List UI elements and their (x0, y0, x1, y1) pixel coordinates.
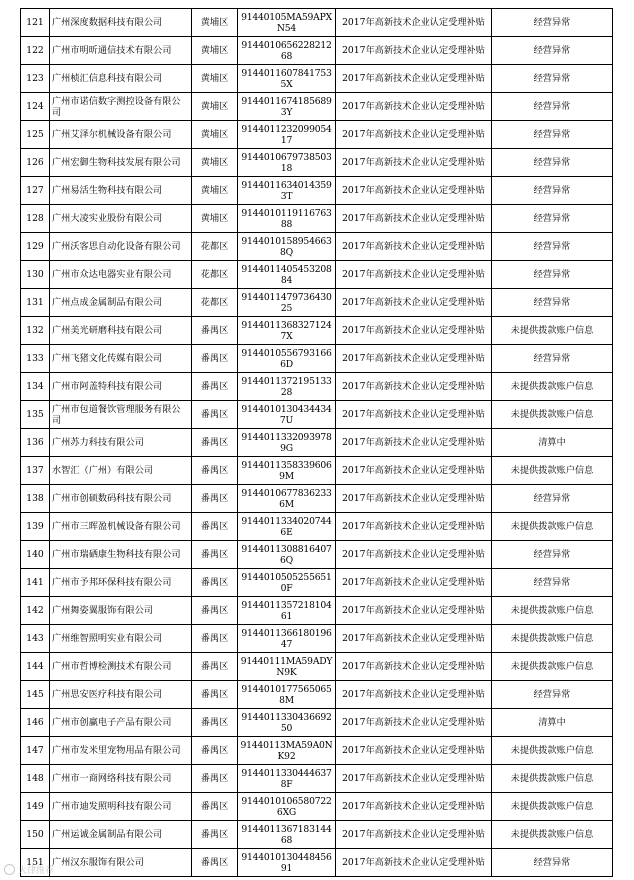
row-number-cell: 144 (21, 653, 50, 681)
row-number-cell: 121 (21, 9, 50, 37)
district-cell: 黄埔区 (192, 93, 238, 121)
credit-code-cell: 91440116340143593T (238, 177, 336, 205)
district-cell: 番禺区 (192, 821, 238, 849)
subsidy-item-cell: 2017年高新技术企业认定受理补贴 (336, 37, 492, 65)
status-cell: 经营异常 (492, 345, 613, 373)
table-row (21, 65, 613, 93)
table-row (21, 737, 613, 765)
company-name-cell: 广州飞猪文化传媒有限公司 (50, 345, 192, 373)
company-name-cell: 广州市诺信数字测控设备有限公司 (50, 93, 192, 121)
credit-code-cell: 91440101304344347U (238, 401, 336, 429)
credit-code-cell: 914401123209905417 (238, 121, 336, 149)
company-name-cell: 广州点成金属制品有限公司 (50, 289, 192, 317)
status-cell: 经营异常 (492, 149, 613, 177)
credit-code-cell: 91440105567931666D (238, 345, 336, 373)
credit-code-cell: 914401140545320884 (238, 261, 336, 289)
district-cell: 番禺区 (192, 401, 238, 429)
subsidy-item-cell: 2017年高新技术企业认定受理补贴 (336, 793, 492, 821)
company-name-cell: 广州苏力科技有限公司 (50, 429, 192, 457)
row-number-cell: 146 (21, 709, 50, 737)
table-row (21, 261, 613, 289)
district-cell: 黄埔区 (192, 121, 238, 149)
status-cell: 经营异常 (492, 289, 613, 317)
subsidy-item-cell: 2017年高新技术企业认定受理补贴 (336, 9, 492, 37)
company-name-cell: 广州市发米里宠物用品有限公司 (50, 737, 192, 765)
district-cell: 番禺区 (192, 737, 238, 765)
subsidy-item-cell: 2017年高新技术企业认定受理补贴 (336, 317, 492, 345)
watermark (4, 863, 54, 876)
subsidy-table (20, 8, 613, 877)
status-cell: 未提供拨款账户信息 (492, 793, 613, 821)
district-cell: 番禺区 (192, 541, 238, 569)
company-name-cell: 广州市哲博检测技术有限公司 (50, 653, 192, 681)
credit-code-cell: 91440113304446378F (238, 765, 336, 793)
row-number-cell: 148 (21, 765, 50, 793)
district-cell: 番禺区 (192, 373, 238, 401)
subsidy-item-cell: 2017年高新技术企业认定受理补贴 (336, 513, 492, 541)
district-cell: 番禺区 (192, 653, 238, 681)
district-cell: 花都区 (192, 233, 238, 261)
status-cell: 经营异常 (492, 177, 613, 205)
table-row (21, 345, 613, 373)
row-number-cell: 135 (21, 401, 50, 429)
district-cell: 番禺区 (192, 317, 238, 345)
credit-code-cell: 91440113320939789G (238, 429, 336, 457)
district-cell: 黄埔区 (192, 149, 238, 177)
subsidy-item-cell: 2017年高新技术企业认定受理补贴 (336, 429, 492, 457)
row-number-cell: 143 (21, 625, 50, 653)
credit-code-cell: 914401013044845691 (238, 849, 336, 877)
table-row (21, 121, 613, 149)
table-row (21, 37, 613, 65)
row-number-cell: 133 (21, 345, 50, 373)
credit-code-cell: 91440101589546638Q (238, 233, 336, 261)
credit-code-cell: 91440111MA59ADYN9K (238, 653, 336, 681)
credit-code-cell: 91440106778362336M (238, 485, 336, 513)
subsidy-item-cell: 2017年高新技术企业认定受理补贴 (336, 345, 492, 373)
table-row (21, 625, 613, 653)
status-cell: 经营异常 (492, 121, 613, 149)
row-number-cell: 136 (21, 429, 50, 457)
company-name-cell: 广州舞姿翼服饰有限公司 (50, 597, 192, 625)
table-row (21, 569, 613, 597)
status-cell: 经营异常 (492, 37, 613, 65)
row-number-cell: 125 (21, 121, 50, 149)
credit-code-cell: 914401133043669250 (238, 709, 336, 737)
district-cell: 番禺区 (192, 457, 238, 485)
row-number-cell: 150 (21, 821, 50, 849)
credit-code-cell: 91440105MA59APXN54 (238, 9, 336, 37)
row-number-cell: 134 (21, 373, 50, 401)
company-name-cell: 广州市创硕数码科技有限公司 (50, 485, 192, 513)
row-number-cell: 129 (21, 233, 50, 261)
table-row (21, 597, 613, 625)
status-cell: 未提供拨款账户信息 (492, 401, 613, 429)
credit-code-cell: 914401067973850318 (238, 149, 336, 177)
subsidy-item-cell: 2017年高新技术企业认定受理补贴 (336, 849, 492, 877)
district-cell: 花都区 (192, 261, 238, 289)
subsidy-item-cell: 2017年高新技术企业认定受理补贴 (336, 233, 492, 261)
status-cell: 经营异常 (492, 681, 613, 709)
company-name-cell: 广州汉东服饰有限公司 (50, 849, 192, 877)
status-cell: 经营异常 (492, 569, 613, 597)
table-row (21, 765, 613, 793)
credit-code-cell: 914401135721810461 (238, 597, 336, 625)
row-number-cell: 139 (21, 513, 50, 541)
status-cell: 未提供拨款账户信息 (492, 737, 613, 765)
district-cell: 黄埔区 (192, 65, 238, 93)
company-name-cell: 广州市一商网络科技有限公司 (50, 765, 192, 793)
status-cell: 未提供拨款账户信息 (492, 373, 613, 401)
watermark-logo-icon (4, 864, 15, 875)
district-cell: 黄埔区 (192, 177, 238, 205)
status-cell: 经营异常 (492, 485, 613, 513)
company-name-cell: 广州沃客思自动化设备有限公司 (50, 233, 192, 261)
subsidy-item-cell: 2017年高新技术企业认定受理补贴 (336, 177, 492, 205)
row-number-cell: 123 (21, 65, 50, 93)
subsidy-item-cell: 2017年高新技术企业认定受理补贴 (336, 121, 492, 149)
subsidy-item-cell: 2017年高新技术企业认定受理补贴 (336, 597, 492, 625)
row-number-cell: 151 (21, 849, 50, 877)
table-row (21, 149, 613, 177)
district-cell: 番禺区 (192, 625, 238, 653)
company-name-cell: 广州深度数据科技有限公司 (50, 9, 192, 37)
subsidy-item-cell: 2017年高新技术企业认定受理补贴 (336, 93, 492, 121)
row-number-cell: 124 (21, 93, 50, 121)
credit-code-cell: 91440101065807226XG (238, 793, 336, 821)
company-name-cell: 广州宏御生物科技发展有限公司 (50, 149, 192, 177)
table-row (21, 653, 613, 681)
table-row (21, 541, 613, 569)
company-name-cell: 广州市包道餐饮管理服务有限公司 (50, 401, 192, 429)
table-row (21, 373, 613, 401)
status-cell: 经营异常 (492, 233, 613, 261)
row-number-cell: 127 (21, 177, 50, 205)
company-name-cell: 广州桢汇信息科技有限公司 (50, 65, 192, 93)
subsidy-item-cell: 2017年高新技术企业认定受理补贴 (336, 457, 492, 485)
district-cell: 番禺区 (192, 849, 238, 877)
status-cell: 经营异常 (492, 261, 613, 289)
company-name-cell: 广州易活生物科技有限公司 (50, 177, 192, 205)
row-number-cell: 126 (21, 149, 50, 177)
subsidy-item-cell: 2017年高新技术企业认定受理补贴 (336, 653, 492, 681)
status-cell: 未提供拨款账户信息 (492, 457, 613, 485)
row-number-cell: 147 (21, 737, 50, 765)
table-row (21, 821, 613, 849)
subsidy-item-cell: 2017年高新技术企业认定受理补贴 (336, 485, 492, 513)
company-name-cell: 广州大凌实业股份有限公司 (50, 205, 192, 233)
row-number-cell: 130 (21, 261, 50, 289)
table-row (21, 205, 613, 233)
status-cell: 未提供拨款账户信息 (492, 597, 613, 625)
subsidy-item-cell: 2017年高新技术企业认定受理补贴 (336, 625, 492, 653)
subsidy-item-cell: 2017年高新技术企业认定受理补贴 (336, 149, 492, 177)
subsidy-item-cell: 2017年高新技术企业认定受理补贴 (336, 261, 492, 289)
company-name-cell: 水智汇（广州）有限公司 (50, 457, 192, 485)
table-row (21, 793, 613, 821)
subsidy-item-cell: 2017年高新技术企业认定受理补贴 (336, 541, 492, 569)
table-row (21, 317, 613, 345)
table-row (21, 9, 613, 37)
subsidy-item-cell: 2017年高新技术企业认定受理补贴 (336, 737, 492, 765)
status-cell: 清算中 (492, 709, 613, 737)
status-cell: 未提供拨款账户信息 (492, 317, 613, 345)
status-cell: 经营异常 (492, 9, 613, 37)
credit-code-cell: 914401147973643025 (238, 289, 336, 317)
row-number-cell: 140 (21, 541, 50, 569)
table-row (21, 849, 613, 877)
status-cell: 经营异常 (492, 65, 613, 93)
status-cell: 经营异常 (492, 849, 613, 877)
table-row (21, 177, 613, 205)
district-cell: 番禺区 (192, 485, 238, 513)
watermark-text: 大律推荐 (18, 866, 55, 876)
subsidy-item-cell: 2017年高新技术企业认定受理补贴 (336, 821, 492, 849)
subsidy-item-cell: 2017年高新技术企业认定受理补贴 (336, 289, 492, 317)
company-name-cell: 广州市众达电器实业有限公司 (50, 261, 192, 289)
row-number-cell: 137 (21, 457, 50, 485)
company-name-cell: 广州市创赢电子产品有限公司 (50, 709, 192, 737)
district-cell: 番禺区 (192, 429, 238, 457)
credit-code-cell: 914401136718314468 (238, 821, 336, 849)
table-row (21, 289, 613, 317)
table-row (21, 709, 613, 737)
company-name-cell: 广州市阿盖特科技有限公司 (50, 373, 192, 401)
company-name-cell: 广州思安医疗科技有限公司 (50, 681, 192, 709)
subsidy-item-cell: 2017年高新技术企业认定受理补贴 (336, 709, 492, 737)
company-name-cell: 广州美光研磨科技有限公司 (50, 317, 192, 345)
company-name-cell: 广州艾泽尔机械设备有限公司 (50, 121, 192, 149)
status-cell: 经营异常 (492, 205, 613, 233)
row-number-cell: 132 (21, 317, 50, 345)
company-name-cell: 广州市迪发照明科技有限公司 (50, 793, 192, 821)
district-cell: 黄埔区 (192, 37, 238, 65)
district-cell: 番禺区 (192, 709, 238, 737)
subsidy-item-cell: 2017年高新技术企业认定受理补贴 (336, 373, 492, 401)
credit-code-cell: 914401065622821268 (238, 37, 336, 65)
row-number-cell: 122 (21, 37, 50, 65)
subsidy-item-cell: 2017年高新技术企业认定受理补贴 (336, 569, 492, 597)
district-cell: 番禺区 (192, 569, 238, 597)
row-number-cell: 131 (21, 289, 50, 317)
credit-code-cell: 91440116078417535X (238, 65, 336, 93)
status-cell: 未提供拨款账户信息 (492, 625, 613, 653)
credit-code-cell: 91440113683271247X (238, 317, 336, 345)
status-cell: 经营异常 (492, 541, 613, 569)
credit-code-cell: 91440101775650658M (238, 681, 336, 709)
district-cell: 番禺区 (192, 765, 238, 793)
subsidy-item-cell: 2017年高新技术企业认定受理补贴 (336, 681, 492, 709)
company-name-cell: 广州维智照明实业有限公司 (50, 625, 192, 653)
row-number-cell: 145 (21, 681, 50, 709)
table-row (21, 485, 613, 513)
district-cell: 番禺区 (192, 793, 238, 821)
subsidy-item-cell: 2017年高新技术企业认定受理补贴 (336, 65, 492, 93)
status-cell: 未提供拨款账户信息 (492, 513, 613, 541)
credit-code-cell: 914401136618019647 (238, 625, 336, 653)
table-row (21, 401, 613, 429)
status-cell: 经营异常 (492, 93, 613, 121)
credit-code-cell: 91440113340207446E (238, 513, 336, 541)
row-number-cell: 138 (21, 485, 50, 513)
table-row (21, 429, 613, 457)
company-name-cell: 广州市三晖盈机械设备有限公司 (50, 513, 192, 541)
row-number-cell: 142 (21, 597, 50, 625)
row-number-cell: 149 (21, 793, 50, 821)
subsidy-item-cell: 2017年高新技术企业认定受理补贴 (336, 401, 492, 429)
district-cell: 番禺区 (192, 345, 238, 373)
district-cell: 番禺区 (192, 513, 238, 541)
table-body (21, 9, 613, 877)
status-cell: 未提供拨款账户信息 (492, 653, 613, 681)
status-cell: 未提供拨款账户信息 (492, 821, 613, 849)
district-cell: 番禺区 (192, 597, 238, 625)
table-row (21, 93, 613, 121)
row-number-cell: 141 (21, 569, 50, 597)
district-cell: 黄埔区 (192, 205, 238, 233)
credit-code-cell: 91440113583396069M (238, 457, 336, 485)
table-row (21, 233, 613, 261)
district-cell: 黄埔区 (192, 9, 238, 37)
credit-code-cell: 91440105052556510F (238, 569, 336, 597)
company-name-cell: 广州市明昕通信技术有限公司 (50, 37, 192, 65)
credit-code-cell: 914401137219513328 (238, 373, 336, 401)
table-row (21, 513, 613, 541)
credit-code-cell: 914401011911676388 (238, 205, 336, 233)
row-number-cell: 128 (21, 205, 50, 233)
table-row (21, 457, 613, 485)
subsidy-item-cell: 2017年高新技术企业认定受理补贴 (336, 765, 492, 793)
credit-code-cell: 914401167418568​93Y (238, 93, 336, 121)
company-name-cell: 广州运诚金属制品有限公司 (50, 821, 192, 849)
table-row (21, 681, 613, 709)
subsidy-item-cell: 2017年高新技术企业认定受理补贴 (336, 205, 492, 233)
district-cell: 花都区 (192, 289, 238, 317)
status-cell: 清算中 (492, 429, 613, 457)
company-name-cell: 广州市瑞硒康生物科技有限公司 (50, 541, 192, 569)
credit-code-cell: 91440113MA59A0NK92 (238, 737, 336, 765)
district-cell: 番禺区 (192, 681, 238, 709)
company-name-cell: 广州市予邦环保科技有限公司 (50, 569, 192, 597)
credit-code-cell: 91440113088164076Q (238, 541, 336, 569)
status-cell: 未提供拨款账户信息 (492, 765, 613, 793)
